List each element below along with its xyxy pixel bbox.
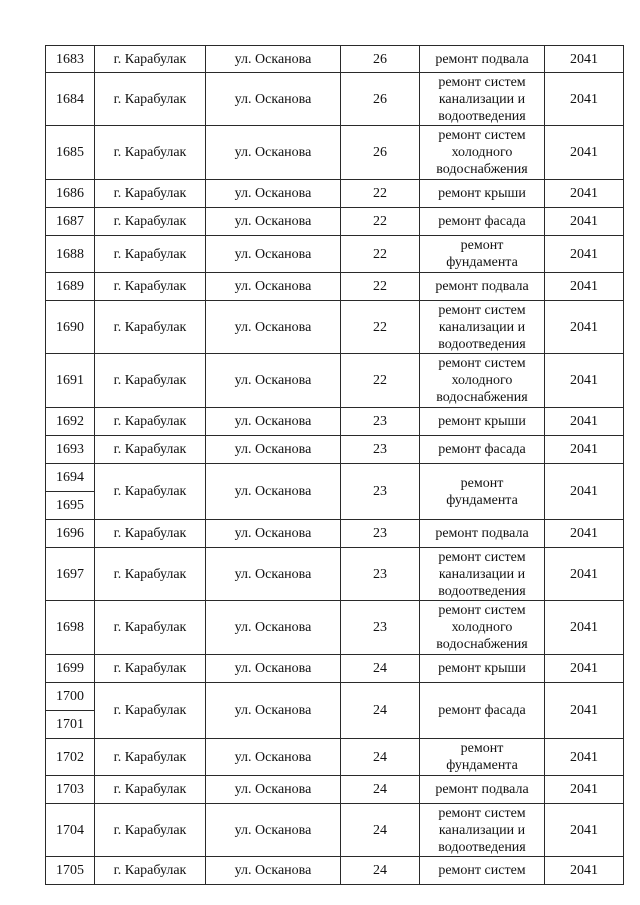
city-cell: г. Карабулак: [95, 804, 206, 857]
street-cell: ул. Осканова: [206, 436, 341, 464]
street-cell: ул. Осканова: [206, 601, 341, 655]
house-number-cell: 26: [341, 126, 420, 180]
house-number-cell: 22: [341, 208, 420, 236]
row-number: 1694: [46, 464, 95, 492]
work-type-line: ремонт крыши: [438, 414, 526, 429]
house-number-cell: 24: [341, 776, 420, 804]
work-type-cell: [420, 273, 545, 301]
work-type-cell: [420, 408, 545, 436]
street-cell: ул. Осканова: [206, 236, 341, 273]
house-number-cell: 24: [341, 804, 420, 857]
year-cell: 2041: [545, 464, 624, 520]
house-number-cell: 24: [341, 857, 420, 885]
house-number-cell: 23: [341, 601, 420, 655]
table-row: [46, 464, 624, 492]
street-cell: ул. Осканова: [206, 683, 341, 739]
work-type-line: фундамента: [446, 255, 518, 270]
work-type-cell: [420, 46, 545, 73]
year-cell: 2041: [545, 46, 624, 73]
row-number: 1700: [46, 683, 95, 711]
row-number: 1686: [46, 180, 95, 208]
city-cell: г. Карабулак: [95, 776, 206, 804]
work-type-line: ремонт: [460, 475, 504, 491]
work-type-line: холодного: [451, 145, 513, 160]
year-cell: 2041: [545, 408, 624, 436]
work-type-cell: [420, 655, 545, 683]
table-row: [46, 683, 624, 711]
work-type-cell: [420, 126, 545, 180]
year-cell: 2041: [545, 857, 624, 885]
table-row: [46, 408, 624, 436]
row-number: 1692: [46, 408, 95, 436]
year-cell: 2041: [545, 776, 624, 804]
row-number: 1696: [46, 520, 95, 548]
year-cell: 2041: [545, 601, 624, 655]
work-type-line: ремонт фасада: [438, 214, 526, 229]
table-row: [46, 655, 624, 683]
table-row: [46, 208, 624, 236]
city-cell: г. Карабулак: [95, 548, 206, 601]
row-number: 1697: [46, 548, 95, 601]
work-type-line: холодного: [451, 620, 513, 635]
work-type-line: ремонт систем: [438, 302, 526, 318]
year-cell: 2041: [545, 126, 624, 180]
work-type-line: ремонт систем: [438, 356, 526, 371]
street-cell: ул. Осканова: [206, 804, 341, 857]
city-cell: г. Карабулак: [95, 520, 206, 548]
work-type-line: ремонт подвала: [435, 526, 529, 541]
work-type-line: ремонт: [460, 238, 504, 253]
work-type-line: ремонт подвала: [435, 51, 529, 67]
city-cell: г. Карабулак: [95, 126, 206, 180]
table-row: [46, 520, 624, 548]
street-cell: ул. Осканова: [206, 180, 341, 208]
year-cell: 2041: [545, 208, 624, 236]
work-type-cell: [420, 301, 545, 354]
street-cell: ул. Осканова: [206, 301, 341, 354]
street-cell: ул. Осканова: [206, 73, 341, 126]
house-number-cell: 23: [341, 548, 420, 601]
work-type-line: ремонт: [460, 741, 504, 756]
street-cell: ул. Осканова: [206, 548, 341, 601]
row-number: 1687: [46, 208, 95, 236]
work-type-line: канализации и: [438, 822, 526, 838]
year-cell: 2041: [545, 273, 624, 301]
row-number: 1690: [46, 301, 95, 354]
house-number-cell: 24: [341, 739, 420, 776]
year-cell: 2041: [545, 301, 624, 354]
row-number: 1698: [46, 601, 95, 655]
work-type-line: ремонт подвала: [435, 279, 529, 294]
work-type-line: ремонт крыши: [438, 186, 526, 201]
work-type-line: водоотведения: [438, 336, 526, 352]
table-body: [46, 46, 624, 885]
street-cell: ул. Осканова: [206, 208, 341, 236]
row-number: 1703: [46, 776, 95, 804]
house-number-cell: 26: [341, 73, 420, 126]
work-type-line: канализации и: [438, 91, 526, 107]
work-type-cell: [420, 180, 545, 208]
work-type-line: водоотведения: [438, 583, 526, 599]
city-cell: г. Карабулак: [95, 180, 206, 208]
year-cell: 2041: [545, 804, 624, 857]
row-number: 1688: [46, 236, 95, 273]
work-type-line: водоотведения: [438, 839, 526, 855]
work-type-line: ремонт систем: [438, 128, 526, 143]
year-cell: 2041: [545, 180, 624, 208]
house-number-cell: 23: [341, 520, 420, 548]
year-cell: 2041: [545, 655, 624, 683]
table-row: [46, 73, 624, 126]
work-type-line: водоснабжения: [436, 637, 528, 652]
work-type-line: канализации и: [438, 566, 526, 582]
work-type-line: ремонт систем: [438, 603, 526, 618]
work-type-line: ремонт систем: [438, 549, 526, 565]
city-cell: г. Карабулак: [95, 464, 206, 520]
table-row: [46, 436, 624, 464]
work-type-line: канализации и: [438, 319, 526, 335]
city-cell: г. Карабулак: [95, 301, 206, 354]
work-type-cell: [420, 73, 545, 126]
work-type-cell: [420, 601, 545, 655]
city-cell: г. Карабулак: [95, 208, 206, 236]
street-cell: ул. Осканова: [206, 354, 341, 408]
city-cell: г. Карабулак: [95, 408, 206, 436]
work-type-cell: [420, 804, 545, 857]
street-cell: ул. Осканова: [206, 273, 341, 301]
work-type-line: ремонт систем: [438, 805, 526, 821]
house-number-cell: 26: [341, 46, 420, 73]
year-cell: 2041: [545, 520, 624, 548]
table-row: [46, 354, 624, 408]
work-type-cell: [420, 354, 545, 408]
city-cell: г. Карабулак: [95, 739, 206, 776]
street-cell: ул. Осканова: [206, 739, 341, 776]
work-type-cell: [420, 776, 545, 804]
work-type-cell: [420, 683, 545, 739]
street-cell: ул. Осканова: [206, 776, 341, 804]
house-number-cell: 23: [341, 464, 420, 520]
city-cell: г. Карабулак: [95, 857, 206, 885]
year-cell: 2041: [545, 548, 624, 601]
work-type-line: ремонт систем: [438, 863, 526, 878]
work-type-line: ремонт фасада: [438, 442, 526, 457]
table-row: [46, 180, 624, 208]
row-number: 1693: [46, 436, 95, 464]
year-cell: 2041: [545, 739, 624, 776]
work-type-line: ремонт крыши: [438, 661, 526, 676]
work-type-cell: [420, 857, 545, 885]
repair-schedule-table: [45, 45, 624, 885]
house-number-cell: 22: [341, 236, 420, 273]
work-type-line: холодного: [451, 373, 513, 388]
city-cell: г. Карабулак: [95, 683, 206, 739]
table-row: [46, 857, 624, 885]
year-cell: 2041: [545, 354, 624, 408]
table-row: [46, 126, 624, 180]
street-cell: ул. Осканова: [206, 857, 341, 885]
work-type-line: фундамента: [446, 492, 518, 508]
row-number: 1699: [46, 655, 95, 683]
work-type-cell: [420, 739, 545, 776]
city-cell: г. Карабулак: [95, 601, 206, 655]
house-number-cell: 23: [341, 408, 420, 436]
city-cell: г. Карабулак: [95, 655, 206, 683]
row-number: 1691: [46, 354, 95, 408]
row-number: 1689: [46, 273, 95, 301]
work-type-cell: [420, 464, 545, 520]
year-cell: 2041: [545, 73, 624, 126]
house-number-cell: 22: [341, 180, 420, 208]
work-type-line: ремонт подвала: [435, 782, 529, 797]
street-cell: ул. Осканова: [206, 655, 341, 683]
row-number: 1705: [46, 857, 95, 885]
city-cell: г. Карабулак: [95, 436, 206, 464]
row-number: 1684: [46, 73, 95, 126]
year-cell: 2041: [545, 236, 624, 273]
house-number-cell: 22: [341, 354, 420, 408]
work-type-cell: [420, 208, 545, 236]
house-number-cell: 23: [341, 436, 420, 464]
city-cell: г. Карабулак: [95, 273, 206, 301]
table-row: [46, 301, 624, 354]
table-row: [46, 46, 624, 73]
work-type-cell: [420, 548, 545, 601]
street-cell: ул. Осканова: [206, 520, 341, 548]
street-cell: ул. Осканова: [206, 408, 341, 436]
house-number-cell: 24: [341, 655, 420, 683]
year-cell: 2041: [545, 683, 624, 739]
row-number: 1685: [46, 126, 95, 180]
house-number-cell: 22: [341, 273, 420, 301]
city-cell: г. Карабулак: [95, 236, 206, 273]
street-cell: ул. Осканова: [206, 126, 341, 180]
row-number: 1683: [46, 46, 95, 73]
work-type-cell: [420, 436, 545, 464]
row-number: 1695: [46, 492, 95, 520]
street-cell: ул. Осканова: [206, 464, 341, 520]
work-type-line: водоснабжения: [436, 390, 528, 405]
street-cell: ул. Осканова: [206, 46, 341, 73]
table-row: [46, 236, 624, 273]
table-row: [46, 739, 624, 776]
city-cell: г. Карабулак: [95, 73, 206, 126]
row-number: 1702: [46, 739, 95, 776]
city-cell: г. Карабулак: [95, 46, 206, 73]
work-type-line: водоснабжения: [436, 162, 528, 177]
work-type-line: водоотведения: [438, 108, 526, 124]
house-number-cell: 24: [341, 683, 420, 739]
year-cell: 2041: [545, 436, 624, 464]
table-row: [46, 273, 624, 301]
table-row: [46, 601, 624, 655]
work-type-cell: [420, 236, 545, 273]
city-cell: г. Карабулак: [95, 354, 206, 408]
work-type-line: ремонт фасада: [438, 703, 526, 718]
work-type-cell: [420, 520, 545, 548]
table-row: [46, 548, 624, 601]
table-row: [46, 804, 624, 857]
row-number: 1704: [46, 804, 95, 857]
table-row: [46, 776, 624, 804]
work-type-line: фундамента: [446, 758, 518, 773]
work-type-line: ремонт систем: [438, 74, 526, 90]
row-number: 1701: [46, 711, 95, 739]
house-number-cell: 22: [341, 301, 420, 354]
